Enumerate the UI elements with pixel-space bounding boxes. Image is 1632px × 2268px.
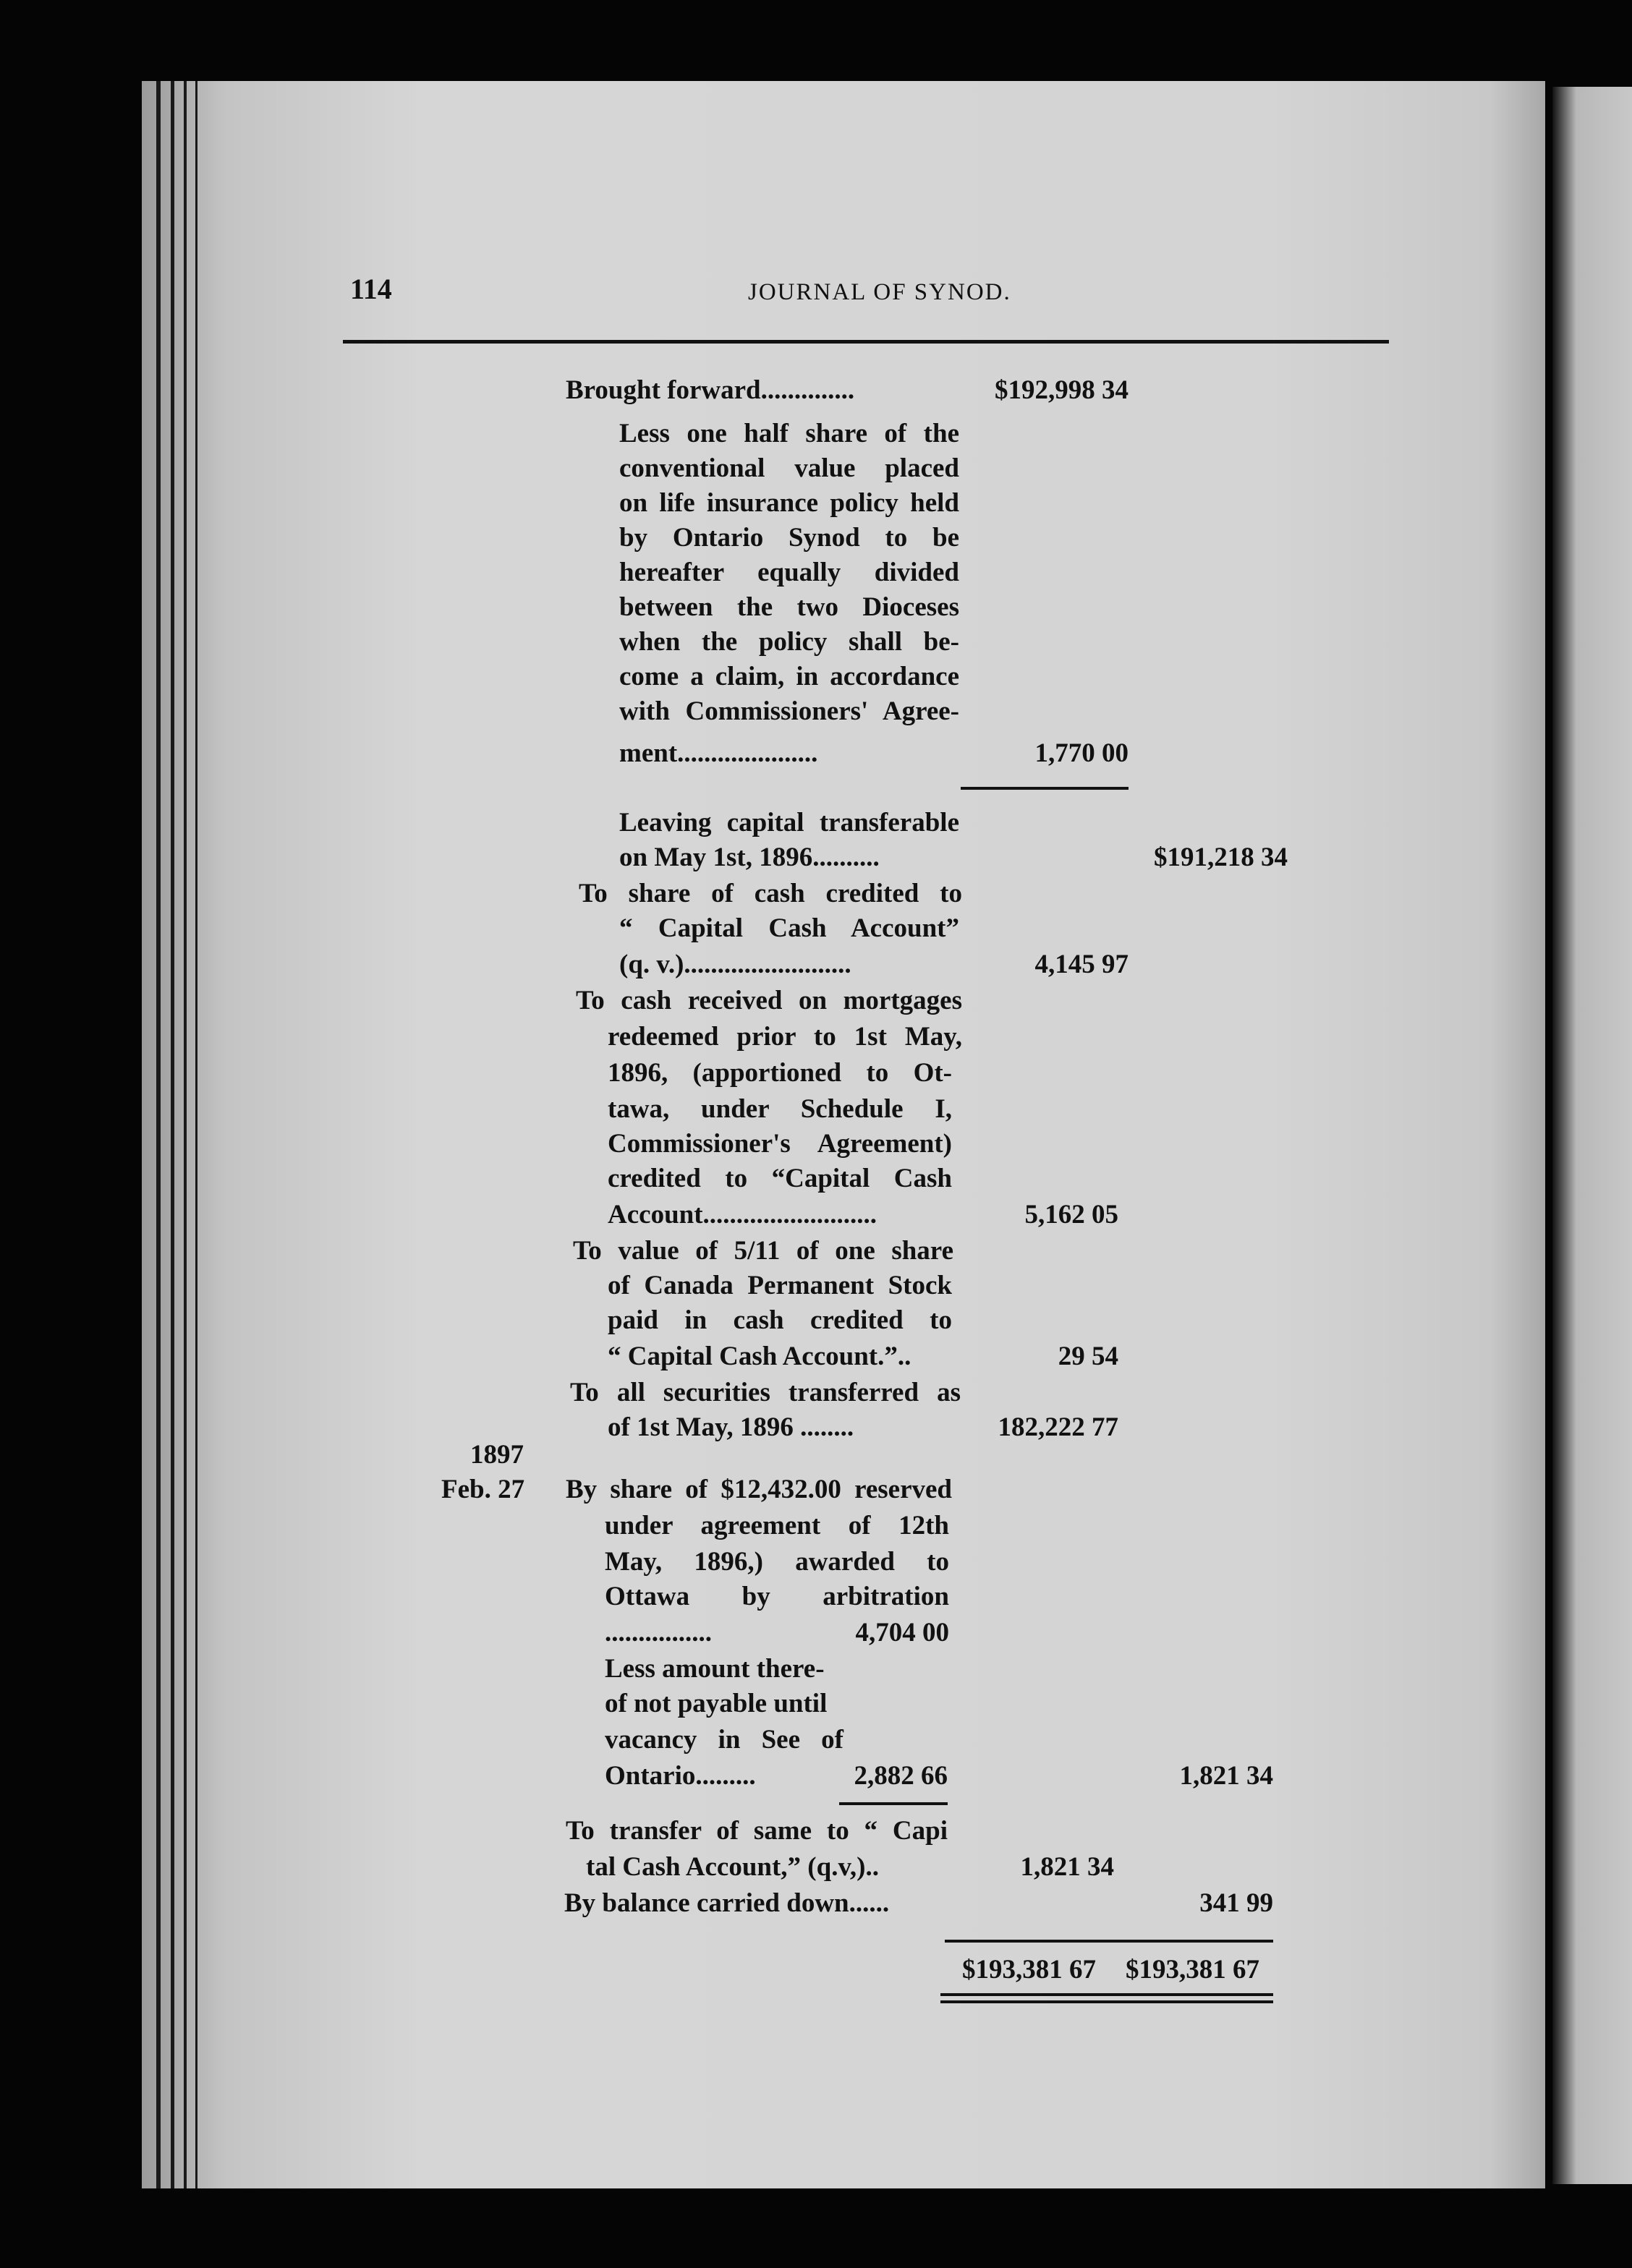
securities-amount: 182,222 77: [998, 1412, 1118, 1442]
less-half-line: conventional value placed: [619, 453, 959, 483]
page-edge-shadow: [195, 81, 197, 2188]
header-rule: [343, 340, 1389, 344]
less-half-line: ment.....................: [619, 738, 818, 768]
balance-amount: 341 99: [1199, 1888, 1273, 1918]
less-half-line: on life insurance policy held: [619, 488, 959, 518]
value-share-amount: 29 54: [1058, 1342, 1118, 1371]
leaving-capital-line: Leaving capital transferable: [619, 808, 959, 837]
arbitration-line: May, 1896,) awarded to: [605, 1547, 949, 1577]
value-share-line: paid in cash credited to: [608, 1305, 952, 1335]
less-half-line: when the policy shall be-: [619, 627, 959, 657]
mortgages-line: Account..........................: [608, 1200, 877, 1229]
less-half-line: with Commissioners' Agree-: [619, 696, 959, 726]
securities-line: To all securities transferred as: [570, 1378, 961, 1407]
total-credit: $193,381 67: [1126, 1955, 1259, 1984]
adjacent-page-edge: [1552, 87, 1632, 2184]
less-half-amount: 1,770 00: [1034, 738, 1129, 768]
less-amount-line: Less amount there-: [605, 1654, 825, 1684]
running-title: JOURNAL OF SYNOD.: [748, 279, 1011, 305]
page-edge-shadow: [171, 81, 174, 2188]
total-rule: [945, 1940, 1273, 1943]
ontario-label: Ontario.........: [605, 1761, 756, 1791]
subtotal-rule: [839, 1802, 948, 1805]
mortgages-line: redeemed prior to 1st May,: [608, 1022, 962, 1052]
arbitration-line: By share of $12,432.00 reserved: [566, 1475, 952, 1504]
less-amount-line: of not payable until: [605, 1689, 828, 1718]
total-double-rule: [940, 1993, 1273, 1996]
less-half-line: come a claim, in accordance: [619, 662, 959, 691]
entry-date: Feb. 27: [441, 1475, 525, 1504]
mortgages-amount: 5,162 05: [1024, 1200, 1118, 1229]
less-half-line: by Ontario Synod to be: [619, 523, 959, 553]
transfer-line: tal Cash Account,” (q.v,)..: [586, 1852, 879, 1882]
securities-line: of 1st May, 1896 ........: [608, 1412, 854, 1442]
arbitration-amount: 4,704 00: [855, 1618, 949, 1647]
share-cash-amount: 4,145 97: [1034, 950, 1129, 979]
less-half-line: Less one half share of the: [619, 419, 959, 448]
brought-forward-amount: $192,998 34: [995, 375, 1129, 405]
page-number: 114: [350, 273, 392, 305]
mortgages-line: Commissioner's Agreement): [608, 1129, 952, 1159]
arbitration-leader-dots: ................: [605, 1618, 712, 1647]
value-share-line: To value of 5/11 of one share: [573, 1236, 953, 1266]
mortgages-line: credited to “Capital Cash: [608, 1164, 952, 1193]
transfer-line: To transfer of same to “ Capi: [566, 1816, 948, 1846]
share-cash-line: To share of cash credited to: [579, 879, 962, 908]
mortgages-line: 1896, (apportioned to Ot-: [608, 1058, 952, 1088]
share-cash-line: (q. v.).........................: [619, 950, 851, 979]
leaving-capital-amount: $191,218 34: [1154, 843, 1288, 872]
total-double-rule: [940, 2000, 1273, 2003]
total-debit: $193,381 67: [962, 1955, 1096, 1984]
entry-year: 1897: [470, 1440, 524, 1470]
less-amount-line: vacancy in See of: [605, 1725, 843, 1755]
transfer-amount: 1,821 34: [1020, 1852, 1114, 1882]
less-half-line: hereafter equally divided: [619, 558, 959, 587]
subtotal-rule: [961, 787, 1129, 790]
leaving-capital-line: on May 1st, 1896..........: [619, 843, 880, 872]
ontario-net-amount: 1,821 34: [1179, 1761, 1273, 1791]
arbitration-line: Ottawa by arbitration: [605, 1582, 949, 1611]
less-half-line: between the two Dioceses: [619, 592, 959, 622]
page-edge-shadow: [184, 81, 187, 2188]
ontario-amount: 2,882 66: [854, 1761, 948, 1791]
value-share-line: of Canada Permanent Stock: [608, 1271, 952, 1300]
page-edge-shadow: [156, 81, 161, 2188]
value-share-line: “ Capital Cash Account.”..: [608, 1342, 911, 1371]
brought-forward-label: Brought forward..............: [566, 375, 855, 405]
arbitration-line: under agreement of 12th: [605, 1511, 949, 1540]
balance-label: By balance carried down......: [564, 1888, 890, 1918]
mortgages-line: To cash received on mortgages: [576, 986, 962, 1015]
mortgages-line: tawa, under Schedule I,: [608, 1094, 952, 1124]
share-cash-line: “ Capital Cash Account”: [619, 913, 959, 943]
